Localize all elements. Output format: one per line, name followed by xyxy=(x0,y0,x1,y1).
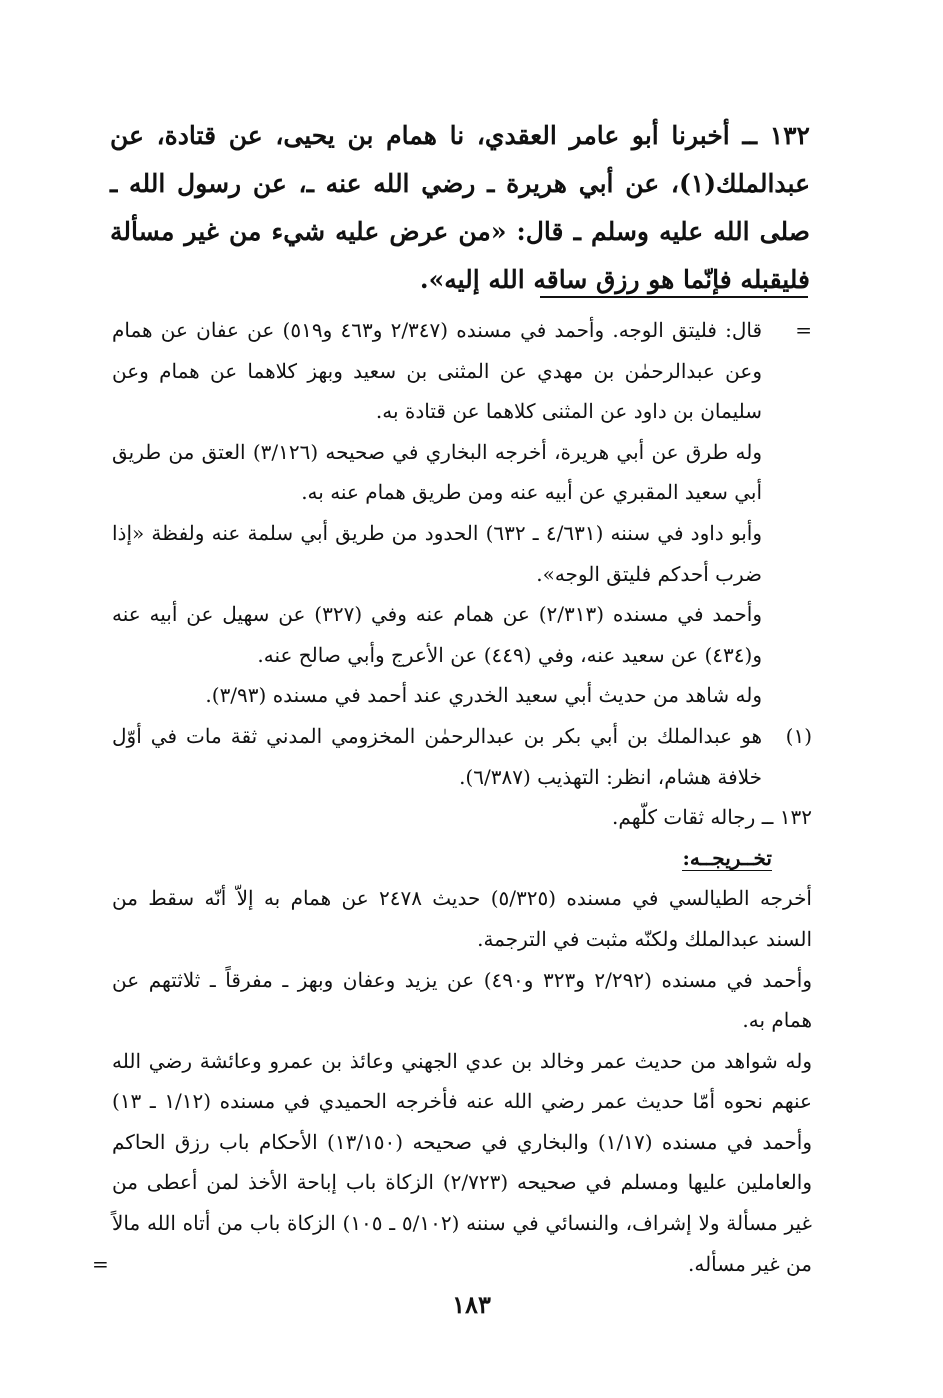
footnote-line: قال: فليتق الوجه. وأحمد في مسنده (٢/٣٤٧ و٤٦٣ و٥١٩) عن عفان عن همام وعن عبدالرحمٰن بن مهدي عن المثنى بن سعيد وبهز كلاهما عن همام وعن سليمان بن داود عن المثنى كلاهما عن قتادة به. xyxy=(112,318,763,424)
takhrij-line: وأحمد في مسنده (٢/٢٩٢ و٣٢٣ و٤٩٠) عن يزيد وعفان وبهز ـ مفرقاً ـ ثلاثتهم عن همام به. xyxy=(112,967,812,1033)
hadith-number: ١٣٢ ــ xyxy=(761,805,812,830)
footnote-line: وأبو داود في سننه (٤/٦٣١ ـ ٦٣٢) الحدود من طريق أبي سلمة عنه ولفظة «إذا ضرب أحدكم فليتق الوجه». xyxy=(112,520,762,586)
page-number: ١٨٣ xyxy=(452,1290,491,1319)
footnote-text: هو عبدالملك بن أبي بكر بن عبدالرحمٰن المخزومي المدني ثقة مات في أوّل خلافة هشام، انظر: التهذيب (٦/٣٨٧). xyxy=(112,723,762,789)
footnote-line: وله شاهد من حديث أبي سعيد الخدري عند أحمد في مسنده (٣/٩٣). xyxy=(205,683,762,708)
footnotes xyxy=(112,310,812,1284)
takhrij-line: أخرجه الطيالسي في مسنده (٥/٣٢٥) حديث ٢٤٧٨ عن همام به إلاّ أنّه سقط من السند عبدالملك ولكنّه مثبت في الترجمة. xyxy=(112,886,812,951)
footnote-line: وله طرق عن أبي هريرة، أخرجه البخاري في صحيحه (٣/١٢٦) العتق من طريق أبي سعيد المقبري عن أبيه عنه ومن طريق همام عنه به. xyxy=(112,439,762,505)
footnote-continuation xyxy=(112,310,812,716)
takhrij-line: وله شواهد من حديث عمر وخالد بن عدي الجهني وعائذ بن عمرو وعائشة رضي الله عنهم نحوه أمّا حديث عمر رضي الله عنه فأخرجه الحميدي في مسنده (١/١٢ ـ ١٣) وأحمد في مسنده (١/١٧) والبخاري في صحيحه (١٣/١٥٠) الأحكام باب رزق الحاكم والعاملين عليها ومسلم في صحيحه (٢/٧٢٣) الزكاة باب إباحة الأخذ لمن أعطى من غير مسألة ولا إشراف، والنسائي في سننه (٥/١٠٢ ـ ١٠٥) الزكاة باب من أتاه الله مالاً من غير مسأله. xyxy=(112,1048,812,1276)
continues-marker: = xyxy=(92,1252,109,1276)
hadith-paragraph: ١٣٢ ــ أخبرنا أبو عامر العقدي، نا همام بن يحيى، عن قتادة، عن عبدالملك(١)، عن أبي هريرة ـ رضي الله عنه ـ، عن رسول الله ـ صلى الله عليه وسلم ـ قال: «من عرض عليه شيء من غير مسألة فليقبله فإنّما هو رزق ساقه الله إليه». xyxy=(110,121,810,294)
footnote-line: وأحمد في مسنده (٢/٣١٣) عن همام عنه وفي (٣٢٧) عن سهيل عن أبيه عنه و(٤٣٤) عن سعيد عنه، وفي (٤٤٩) عن الأعرج وأبي صالح عنه. xyxy=(112,602,763,667)
continuation-marker: = xyxy=(795,318,812,342)
hadith-note-132 xyxy=(112,797,812,1284)
footnote-1 xyxy=(112,716,812,797)
takhrij-heading: تخــريجــه: xyxy=(682,845,772,870)
footnote-separator xyxy=(540,296,808,298)
footnote-number: (١) xyxy=(785,723,812,748)
hadith-note-text: رجاله ثقات كلّهم. xyxy=(612,805,756,830)
hadith-main-text xyxy=(110,112,810,304)
